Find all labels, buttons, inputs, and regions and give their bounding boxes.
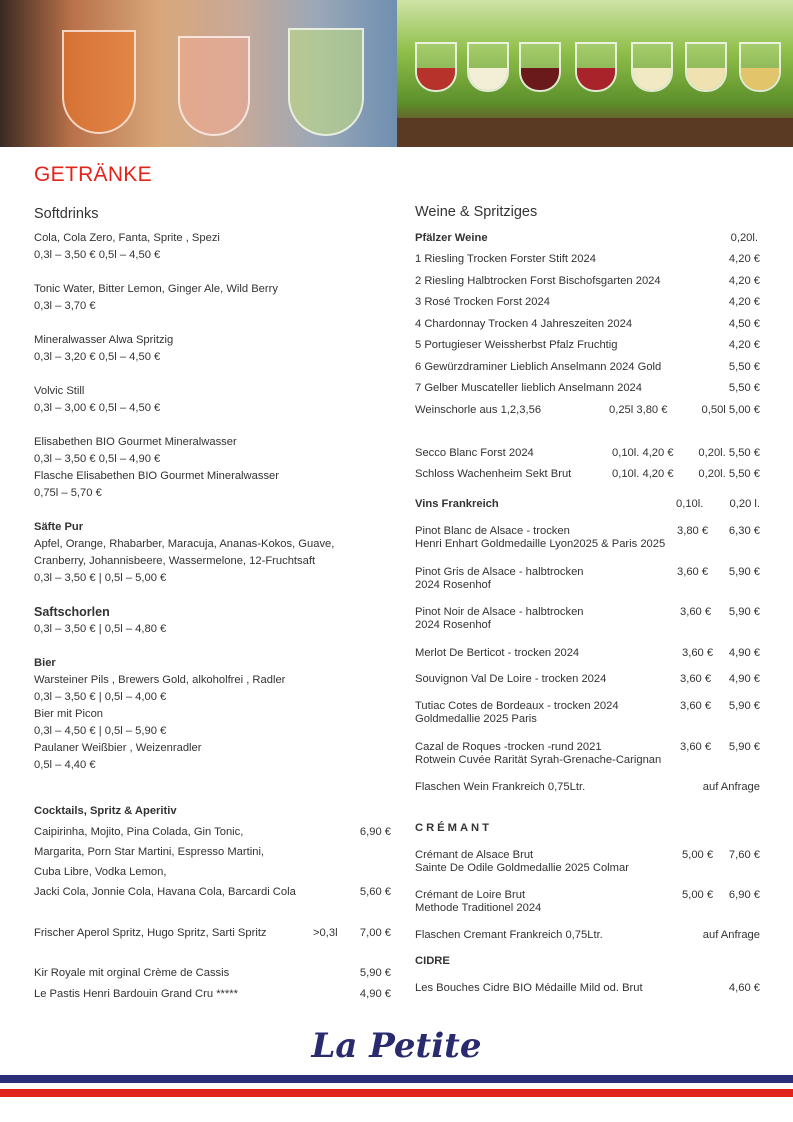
menu-line: Bier mit Picon <box>34 708 104 720</box>
wine-price-1: 3,80 € <box>677 525 709 537</box>
wine-price-2: 4,90 € <box>728 647 760 659</box>
wine-price: 4,20 € <box>728 339 760 351</box>
cremant-price-2: 6,90 € <box>728 889 760 901</box>
wine-price-1: 3,60 € <box>677 566 709 578</box>
menu-line: Mineralwasser Alwa Spritzig <box>34 334 174 346</box>
kir-price: 5,90 € <box>359 967 391 979</box>
cremant-detail: Sainte De Odile Goldmedallie 2025 Colmar <box>415 862 629 874</box>
secco-price-2: 0,20l. 5,50 € <box>698 447 760 459</box>
cremant-item: Crémant de Alsace Brut <box>415 849 534 861</box>
pfalz-title: Pfälzer Weine <box>415 232 488 244</box>
france-size-2: 0,20 l. <box>729 498 760 510</box>
pastis-item: Le Pastis Henri Bardouin Grand Cru ***** <box>34 988 238 1000</box>
wine-price-1: 3,60 € <box>682 647 714 659</box>
wine-item: Souvignon Val De Loire - trocken 2024 <box>415 673 607 685</box>
price-line: 0,3l – 3,70 € <box>34 300 96 312</box>
spritz-price: 7,00 € <box>359 927 391 939</box>
wine-item: Cazal de Roques -trocken -rund 2021 <box>415 741 602 753</box>
schorle-price-1: 0,25l 3,80 € <box>609 404 668 416</box>
restaurant-logo: La Petite <box>311 1026 482 1066</box>
cremant-item: Crémant de Loire Brut <box>415 889 526 901</box>
wine-detail: Goldmedallie 2025 Paris <box>415 713 537 725</box>
wine-price: 4,20 € <box>728 275 760 287</box>
wine-item: 2 Riesling Halbtrocken Forst Bischofsgarten 2024 <box>415 275 661 287</box>
cremant-price-1: 5,00 € <box>682 849 714 861</box>
wine-price-2: 6,30 € <box>728 525 760 537</box>
cidre-price: 4,60 € <box>728 982 760 994</box>
wine-item: Merlot De Berticot - trocken 2024 <box>415 647 580 659</box>
menu-line: Volvic Still <box>34 385 85 397</box>
wine-detail: Henri Enhart Goldmedaille Lyon2025 & Paris 2025 <box>415 538 666 550</box>
wine-detail: 2024 Rosenhof <box>415 619 491 631</box>
cocktail-price: 6,90 € <box>359 826 391 838</box>
flaschen-wein-item: Flaschen Wein Frankreich 0,75Ltr. <box>415 781 586 793</box>
flaschen-cremant-item: Flaschen Cremant Frankreich 0,75Ltr. <box>415 929 603 941</box>
sekt-price-2: 0,20l. 5,50 € <box>698 468 760 480</box>
header-photos <box>0 0 793 147</box>
menu-line: Tonic Water, Bitter Lemon, Ginger Ale, Wild Berry <box>34 283 278 295</box>
menu-line: Cola, Cola Zero, Fanta, Sprite , Spezi <box>34 232 220 244</box>
cocktail-item: Cuba Libre, Vodka Lemon, <box>34 866 167 878</box>
page-title: GETRÄNKE <box>34 163 152 186</box>
wine-price-2: 4,90 € <box>728 673 760 685</box>
bier-title: Bier <box>34 657 56 669</box>
left-column <box>34 230 394 774</box>
flaschen-wein-price: auf Anfrage <box>702 781 760 793</box>
wine-item: Pinot Gris de Alsace - halbtrocken <box>415 566 584 578</box>
cidre-item: Les Bouches Cidre BIO Médaille Mild od. Brut <box>415 982 643 994</box>
stripe-red <box>0 1089 793 1097</box>
stripe-blue <box>0 1075 793 1083</box>
cidre-title: CIDRE <box>415 955 450 967</box>
wine-item: 7 Gelber Muscateller lieblich Anselmann 2024 <box>415 382 642 394</box>
schorle-item: Weinschorle aus 1,2,3,56 <box>415 404 542 416</box>
price-line: 0,3l – 3,20 € 0,5l – 4,50 € <box>34 351 161 363</box>
cocktails-title: Cocktails, Spritz & Aperitiv <box>34 805 177 817</box>
wine-item: Pinot Blanc de Alsace - trocken <box>415 525 570 537</box>
saefte-title: Säfte Pur <box>34 521 84 533</box>
wine-price-2: 5,90 € <box>728 700 760 712</box>
right-column <box>415 230 760 1010</box>
cocktail-price: 5,60 € <box>359 886 391 898</box>
wine-price: 5,50 € <box>728 361 760 373</box>
wine-price-2: 5,90 € <box>728 741 760 753</box>
france-title: Vins Frankreich <box>415 498 499 510</box>
pastis-price: 4,90 € <box>359 988 391 1000</box>
menu-line: Elisabethen BIO Gourmet Mineralwasser <box>34 436 237 448</box>
cremant-title: CRÉMANT <box>415 822 492 834</box>
wine-price: 5,50 € <box>728 382 760 394</box>
cocktail-photo <box>0 0 397 147</box>
menu-line: Paulaner Weißbier , Weizenradler <box>34 742 202 754</box>
secco-price-1: 0,10l. 4,20 € <box>612 447 674 459</box>
cocktail-item: Caipirinha, Mojito, Pina Colada, Gin Tonic, <box>34 826 244 838</box>
cremant-price-2: 7,60 € <box>728 849 760 861</box>
price-line: 0,3l – 3,50 € | 0,5l – 5,00 € <box>34 572 167 584</box>
price-line: 0,3l – 3,50 € 0,5l – 4,50 € <box>34 249 161 261</box>
cremant-detail: Methode Traditionel 2024 <box>415 902 542 914</box>
price-line: 0,3l – 3,00 € 0,5l – 4,50 € <box>34 402 161 414</box>
cremant-price-1: 5,00 € <box>682 889 714 901</box>
saftschorlen-title: Saftschorlen <box>34 605 110 619</box>
wine-price-2: 5,90 € <box>728 566 760 578</box>
price-line: 0,75l – 5,70 € <box>34 487 102 499</box>
wine-item: 3 Rosé Trocken Forst 2024 <box>415 296 550 308</box>
wine-price-1: 3,60 € <box>680 700 712 712</box>
wine-item: Pinot Noir de Alsace - halbtrocken <box>415 606 584 618</box>
price-line: 0,5l – 4,40 € <box>34 759 96 771</box>
price-line: 0,3l – 3,50 € | 0,5l – 4,00 € <box>34 691 167 703</box>
wine-price-1: 3,60 € <box>680 741 712 753</box>
wine-item: 5 Portugieser Weissherbst Pfalz Fruchtig <box>415 339 618 351</box>
menu-line: Flasche Elisabethen BIO Gourmet Mineralwasser <box>34 470 279 482</box>
spritz-item: Frischer Aperol Spritz, Hugo Spritz, Sarti Spritz <box>34 927 267 939</box>
wine-item: 6 Gewürzdraminer Lieblich Anselmann 2024 Gold <box>415 361 662 373</box>
wine-item: Tutiac Cotes de Bordeaux - trocken 2024 <box>415 700 619 712</box>
softdrinks-heading: Softdrinks <box>34 206 99 222</box>
price-line: 0,3l – 3,50 € | 0,5l – 4,80 € <box>34 623 167 635</box>
spritz-size: >0,3l <box>313 927 338 939</box>
price-line: 0,3l – 3,50 € 0,5l – 4,90 € <box>34 453 161 465</box>
wine-price: 4,20 € <box>728 253 760 265</box>
wine-detail: Rotwein Cuvée Rarität Syrah-Grenache-Carignan <box>415 754 662 766</box>
cocktails-section <box>34 803 394 1003</box>
wine-price-1: 3,60 € <box>680 606 712 618</box>
wine-price-1: 3,60 € <box>680 673 712 685</box>
wine-item: 4 Chardonnay Trocken 4 Jahreszeiten 2024 <box>415 318 633 330</box>
secco-item: Secco Blanc Forst 2024 <box>415 447 534 459</box>
wine-glasses-photo <box>397 0 793 147</box>
flaschen-cremant-price: auf Anfrage <box>702 929 760 941</box>
wine-price: 4,50 € <box>728 318 760 330</box>
cocktail-item: Margarita, Porn Star Martini, Espresso Martini, <box>34 846 265 858</box>
price-line: 0,3l – 4,50 € | 0,5l – 5,90 € <box>34 725 167 737</box>
kir-item: Kir Royale mit orginal Crème de Cassis <box>34 967 230 979</box>
wine-heading: Weine & Spritziges <box>415 204 538 220</box>
cocktail-item: Jacki Cola, Jonnie Cola, Havana Cola, Barcardi Cola <box>34 886 296 898</box>
menu-line: Warsteiner Pils , Brewers Gold, alkoholfrei , Radler <box>34 674 286 686</box>
pfalz-size: 0,20l. <box>730 232 758 244</box>
wine-price-2: 5,90 € <box>728 606 760 618</box>
france-size-1: 0,10l. <box>676 498 704 510</box>
menu-line: Apfel, Orange, Rhabarber, Maracuja, Ananas-Kokos, Guave, <box>34 538 335 550</box>
wine-detail: 2024 Rosenhof <box>415 579 491 591</box>
sekt-price-1: 0,10l. 4,20 € <box>612 468 674 480</box>
sekt-item: Schloss Wachenheim Sekt Brut <box>415 468 572 480</box>
schorle-price-2: 0,50l 5,00 € <box>701 404 760 416</box>
menu-line: Cranberry, Johannisbeere, Wassermelone, 12-Fruchtsaft <box>34 555 316 567</box>
wine-item: 1 Riesling Trocken Forster Stift 2024 <box>415 253 596 265</box>
wine-price: 4,20 € <box>728 296 760 308</box>
